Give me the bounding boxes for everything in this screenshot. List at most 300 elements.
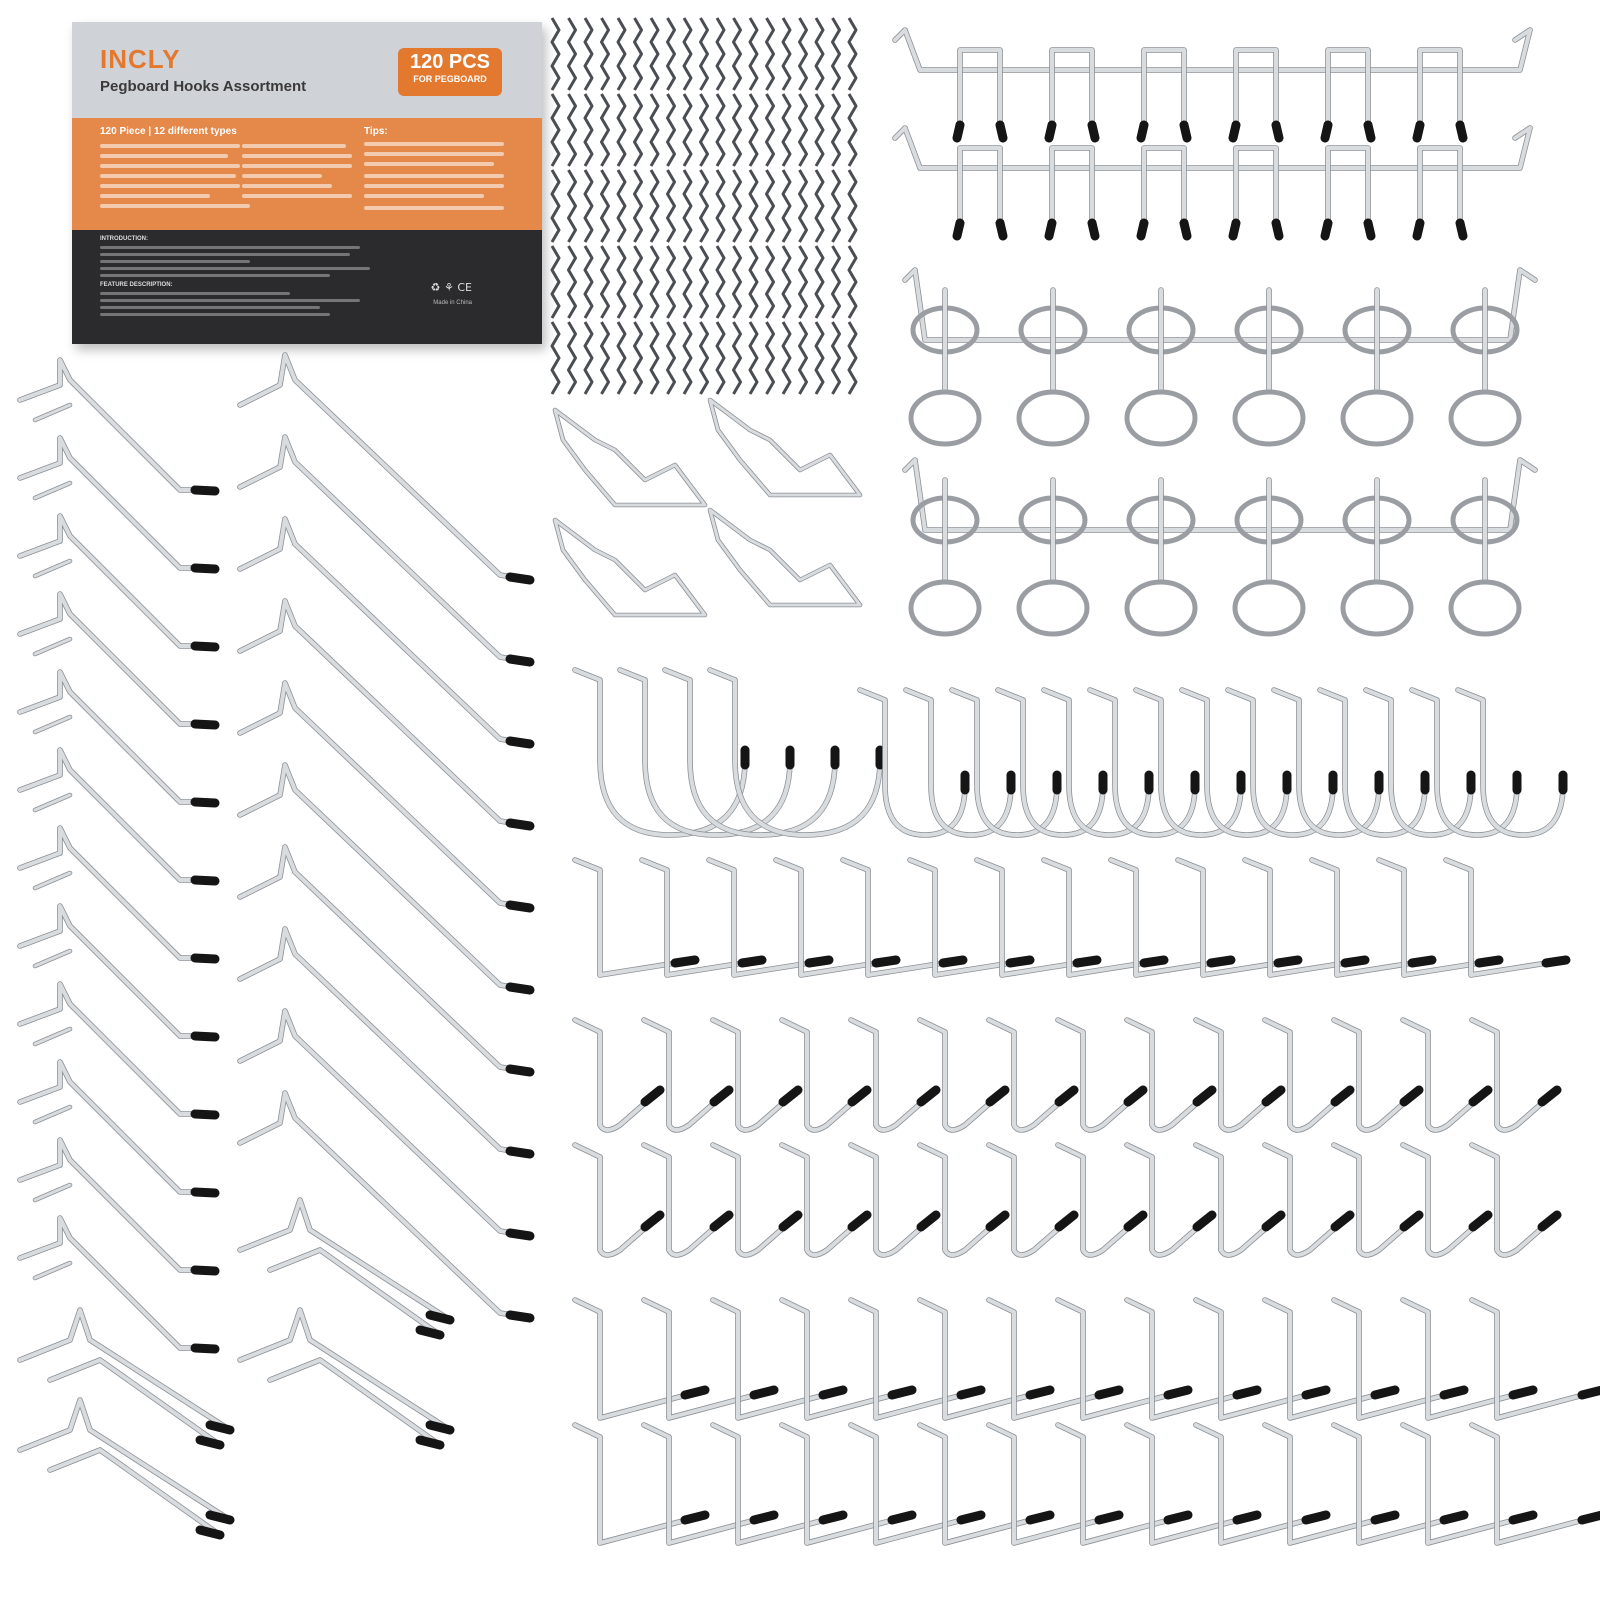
retention-clips-group <box>552 18 856 394</box>
double-hook <box>50 1450 220 1535</box>
double-hook <box>270 1360 440 1445</box>
long-straight-hook <box>35 483 70 498</box>
rubber-tip <box>195 1192 215 1193</box>
rubber-tip <box>1092 223 1095 236</box>
rubber-tip <box>1168 1390 1188 1395</box>
small-v-hook <box>920 1020 1005 1130</box>
retention-clip <box>800 170 807 242</box>
small-v-hook <box>1265 1145 1350 1255</box>
retention-clip <box>635 18 642 90</box>
rubber-tip <box>921 1215 936 1227</box>
rubber-tip <box>783 1215 798 1227</box>
rubber-tip <box>510 905 530 908</box>
retention-clip <box>552 18 559 90</box>
tool-rack-loop <box>1236 148 1276 228</box>
retention-clip <box>849 18 856 90</box>
large-retention-clips-group <box>555 400 860 615</box>
retention-clip <box>569 246 576 318</box>
rubber-tip <box>892 1390 912 1395</box>
retention-clip <box>833 170 840 242</box>
small-v-hook <box>1334 1145 1419 1255</box>
rubber-tip <box>430 1315 450 1320</box>
rubber-tip <box>809 960 829 963</box>
retention-clip <box>734 170 741 242</box>
tool-rack-loop <box>1420 148 1460 228</box>
tool-rack-loop <box>1144 50 1184 130</box>
small-v-hook <box>1127 1145 1212 1255</box>
feature-label: FEATURE DESCRIPTION: <box>100 282 173 288</box>
rubber-tip <box>1412 960 1432 963</box>
small-v-hook <box>989 1020 1074 1130</box>
retention-clip <box>618 94 625 166</box>
retention-clip <box>552 246 559 318</box>
rubber-tip <box>1368 125 1371 138</box>
ring-lower <box>911 392 979 444</box>
long-straight-hook <box>35 717 70 732</box>
rubber-tip <box>1000 223 1003 236</box>
retention-clip <box>618 170 625 242</box>
rubber-tip <box>1335 1090 1350 1102</box>
small-v-hook <box>989 1145 1074 1255</box>
retention-clip <box>684 94 691 166</box>
rubber-tip <box>1542 1215 1557 1227</box>
rubber-tip <box>876 960 896 963</box>
retention-clip <box>750 322 757 394</box>
rubber-tip <box>1030 1515 1050 1520</box>
retention-clip <box>651 94 658 166</box>
long-straight-hook <box>20 828 215 958</box>
rubber-tip <box>210 1425 230 1430</box>
retention-clip <box>717 94 724 166</box>
large-l-hook <box>1446 860 1566 975</box>
rubber-tip <box>1237 1390 1257 1395</box>
retention-clip <box>833 322 840 394</box>
small-v-hook <box>1472 1020 1557 1130</box>
small-v-hook <box>713 1145 798 1255</box>
long-straight-hook <box>20 1218 215 1348</box>
small-v-hook <box>575 1145 660 1255</box>
retention-clip <box>783 246 790 318</box>
retention-clip <box>602 18 609 90</box>
rubber-tip <box>1092 125 1095 138</box>
retention-clip <box>602 94 609 166</box>
large-l-hook <box>776 860 896 975</box>
small-v-hook <box>989 1145 1074 1255</box>
retention-clip <box>651 170 658 242</box>
angled-hooks-group <box>575 860 1600 1543</box>
retention-clip <box>734 18 741 90</box>
tool-rack-loop <box>960 148 1000 228</box>
retention-clip <box>783 322 790 394</box>
retention-clip <box>767 246 774 318</box>
small-v-hook <box>1127 1020 1212 1130</box>
retention-clip <box>701 18 708 90</box>
retention-clip <box>783 18 790 90</box>
small-v-hook <box>1403 1020 1488 1130</box>
small-v-hook <box>782 1020 867 1130</box>
large-l-hook <box>575 860 695 975</box>
rubber-tip <box>510 1069 530 1072</box>
small-v-hook <box>1196 1145 1281 1255</box>
retention-clip <box>618 18 625 90</box>
double-hook <box>240 1200 450 1320</box>
long-straight-hook <box>35 1107 70 1122</box>
retention-clip <box>750 94 757 166</box>
long-straight-hook <box>35 873 70 888</box>
large-l-hook <box>642 860 762 975</box>
retention-clip <box>569 170 576 242</box>
small-v-hook <box>644 1020 729 1130</box>
small-v-hook <box>644 1020 729 1130</box>
long-straight-hook <box>20 750 215 880</box>
rubber-tip <box>1141 223 1144 236</box>
small-v-hook <box>1196 1020 1281 1130</box>
rubber-tip <box>1444 1515 1464 1520</box>
retention-clip <box>767 322 774 394</box>
rubber-tip <box>957 125 960 138</box>
small-l-hook <box>575 1300 705 1418</box>
retention-clip <box>651 322 658 394</box>
rubber-tip <box>430 1425 450 1430</box>
count-badge-sub: FOR PEGBOARD <box>413 74 487 84</box>
tool-rack-loop <box>1236 50 1276 130</box>
rubber-tip <box>1306 1515 1326 1520</box>
rubber-tip <box>1197 1215 1212 1227</box>
large-l-hook <box>910 860 1030 975</box>
rubber-tip <box>823 1390 843 1395</box>
retention-clip <box>833 246 840 318</box>
rubber-tip <box>1375 1515 1395 1520</box>
retention-clip <box>750 18 757 90</box>
small-v-hook <box>1472 1020 1557 1130</box>
product-subtitle: Pegboard Hooks Assortment <box>100 78 307 95</box>
rubber-tip <box>195 1348 215 1349</box>
rubber-tip <box>754 1390 774 1395</box>
large-l-hook <box>1245 860 1365 975</box>
double-hook <box>20 1310 230 1430</box>
retention-clip <box>750 170 757 242</box>
ring-holder-bar <box>905 270 1535 340</box>
large-l-hook <box>709 860 829 975</box>
retention-clip <box>816 246 823 318</box>
rubber-tip <box>1010 960 1030 963</box>
retention-clip <box>602 170 609 242</box>
retention-clip <box>750 246 757 318</box>
retention-clip <box>635 170 642 242</box>
large-l-hook <box>642 860 762 975</box>
tool-rack-loop <box>1052 50 1092 130</box>
rubber-tip <box>1404 1215 1419 1227</box>
small-l-hook <box>575 1425 705 1543</box>
retention-clip <box>602 322 609 394</box>
rubber-tip <box>1211 960 1231 963</box>
retention-clip <box>701 94 708 166</box>
retention-clip <box>800 246 807 318</box>
rubber-tip <box>1278 960 1298 963</box>
ring-lower <box>911 582 979 634</box>
retention-clip <box>552 170 559 242</box>
retention-clip <box>585 246 592 318</box>
long-straight-hook <box>35 639 70 654</box>
small-v-hook <box>782 1145 867 1255</box>
rubber-tip <box>200 1440 220 1445</box>
large-l-hook <box>977 860 1097 975</box>
small-v-hook <box>1403 1145 1488 1255</box>
retention-clip <box>618 322 625 394</box>
rubber-tip <box>892 1515 912 1520</box>
rubber-tip <box>200 1530 220 1535</box>
ring-lower <box>1235 392 1303 444</box>
small-v-hook <box>1196 1020 1281 1130</box>
ring-lower <box>1451 392 1519 444</box>
rubber-tip <box>1325 125 1328 138</box>
retention-clip <box>717 246 724 318</box>
small-v-hook <box>1127 1145 1212 1255</box>
retention-clip <box>800 322 807 394</box>
small-l-hook <box>575 1300 705 1418</box>
retention-clip <box>849 94 856 166</box>
large-l-hook <box>1379 860 1499 975</box>
retention-clip <box>816 18 823 90</box>
rubber-tip <box>1473 1215 1488 1227</box>
ring-lower <box>1019 582 1087 634</box>
rubber-tip <box>1000 125 1003 138</box>
ring-holder-bar <box>905 460 1535 530</box>
large-l-hook <box>1111 860 1231 975</box>
curved-hooks-group <box>575 670 1563 835</box>
rubber-tip <box>685 1515 705 1520</box>
small-v-hook <box>1334 1145 1419 1255</box>
small-v-hook <box>851 1145 936 1255</box>
small-v-hook <box>851 1145 936 1255</box>
ring-holder-bar <box>905 270 1535 340</box>
long-straight-hook <box>20 1062 215 1192</box>
long-straight-hook <box>35 561 70 576</box>
retention-clip <box>717 18 724 90</box>
rubber-tip <box>1237 1515 1257 1520</box>
rubber-tip <box>1276 125 1279 138</box>
rubber-tip <box>1266 1215 1281 1227</box>
tips-label: Tips: <box>364 126 388 137</box>
retention-clip <box>701 170 708 242</box>
rubber-tip <box>1542 1090 1557 1102</box>
retention-clip <box>767 18 774 90</box>
ring-lower <box>1343 392 1411 444</box>
multi-tool-racks-group <box>895 30 1530 236</box>
retention-clip <box>552 322 559 394</box>
large-l-hook <box>910 860 1030 975</box>
rubber-tip <box>1479 960 1499 963</box>
long-straight-hook <box>35 1185 70 1200</box>
retention-clip <box>668 18 675 90</box>
small-v-hook <box>782 1145 867 1255</box>
rubber-tip <box>195 646 215 647</box>
tool-rack-loop <box>1328 148 1368 228</box>
small-v-hook <box>644 1145 729 1255</box>
rubber-tip <box>645 1215 660 1227</box>
rubber-tip <box>1049 223 1052 236</box>
retention-clip <box>668 94 675 166</box>
rubber-tip <box>1030 1390 1050 1395</box>
retention-clip <box>833 18 840 90</box>
rubber-tip <box>1473 1090 1488 1102</box>
retention-clip <box>734 322 741 394</box>
piece-summary: 120 Piece | 12 different types <box>100 126 237 137</box>
rubber-tip <box>1417 125 1420 138</box>
rubber-tip <box>943 960 963 963</box>
long-straight-hook <box>20 672 215 802</box>
small-v-hook <box>920 1145 1005 1255</box>
rubber-tip <box>420 1330 440 1335</box>
rubber-tip <box>961 1515 981 1520</box>
retention-clip <box>717 322 724 394</box>
retention-clip <box>800 18 807 90</box>
retention-clip <box>849 170 856 242</box>
small-v-hook <box>713 1020 798 1130</box>
double-hook <box>50 1360 220 1445</box>
retention-clip <box>684 322 691 394</box>
tool-rack-loop <box>1052 148 1092 228</box>
rubber-tip <box>852 1090 867 1102</box>
rubber-tip <box>1368 223 1371 236</box>
rubber-tip <box>510 577 530 580</box>
retention-clip <box>585 170 592 242</box>
retention-clip <box>618 246 625 318</box>
tool-rack-loop <box>1328 50 1368 130</box>
retention-clip <box>734 246 741 318</box>
small-v-hook <box>575 1020 660 1130</box>
long-straight-hook <box>20 594 215 724</box>
rubber-tip <box>990 1090 1005 1102</box>
tool-rack-loop <box>960 50 1000 130</box>
retention-clip <box>816 322 823 394</box>
small-v-hook <box>920 1020 1005 1130</box>
rubber-tip <box>1168 1515 1188 1520</box>
rubber-tip <box>1460 223 1463 236</box>
ring-lower <box>1451 582 1519 634</box>
retention-clip <box>585 322 592 394</box>
rubber-tip <box>1099 1515 1119 1520</box>
retention-clip <box>701 246 708 318</box>
rubber-tip <box>685 1390 705 1395</box>
retention-clip <box>816 94 823 166</box>
rubber-tip <box>195 802 215 803</box>
rubber-tip <box>510 741 530 744</box>
large-l-hook <box>1379 860 1499 975</box>
made-in-label: Made in China <box>433 300 472 306</box>
large-curved-hook <box>710 670 880 835</box>
rubber-tip <box>195 1036 215 1037</box>
small-v-hook <box>1058 1020 1143 1130</box>
retention-clip <box>800 94 807 166</box>
retention-clip <box>849 246 856 318</box>
ring-lower <box>1343 582 1411 634</box>
large-l-hook <box>843 860 963 975</box>
retention-clip <box>767 170 774 242</box>
rubber-tip <box>510 823 530 826</box>
rubber-tip <box>1513 1390 1533 1395</box>
rubber-tip <box>1233 125 1236 138</box>
tool-rack-loop <box>1144 148 1184 228</box>
small-v-hook <box>575 1145 660 1255</box>
large-l-hook <box>843 860 963 975</box>
retention-clip <box>734 94 741 166</box>
small-v-hook <box>1265 1145 1350 1255</box>
retention-clip <box>849 322 856 394</box>
rubber-tip <box>714 1215 729 1227</box>
large-l-hook <box>776 860 896 975</box>
rubber-tip <box>823 1515 843 1520</box>
rubber-tip <box>1184 125 1187 138</box>
long-straight-hook <box>20 984 215 1114</box>
rubber-tip <box>1335 1215 1350 1227</box>
large-l-hook <box>1312 860 1432 975</box>
small-v-hook <box>920 1145 1005 1255</box>
rubber-tip <box>1197 1090 1212 1102</box>
rubber-tip <box>195 1270 215 1271</box>
small-v-hook <box>644 1145 729 1255</box>
retention-clip <box>816 170 823 242</box>
retention-clip <box>635 322 642 394</box>
long-straight-hook <box>20 360 215 490</box>
long-straight-hook <box>20 438 215 568</box>
large-l-hook <box>1312 860 1432 975</box>
tool-rack-loop <box>1144 50 1184 130</box>
retention-clip <box>668 322 675 394</box>
retention-clip <box>552 94 559 166</box>
retention-clip <box>701 322 708 394</box>
rubber-tip <box>510 659 530 662</box>
small-v-hook <box>1058 1020 1143 1130</box>
rubber-tip <box>510 1315 530 1318</box>
large-l-hook <box>1178 860 1298 975</box>
rubber-tip <box>1582 1515 1600 1520</box>
retention-clip <box>717 170 724 242</box>
small-v-hook <box>1127 1020 1212 1130</box>
ring-holder-bar <box>905 460 1535 530</box>
large-l-hook <box>575 860 695 975</box>
long-straight-hook <box>20 516 215 646</box>
large-l-hook <box>977 860 1097 975</box>
tool-rack-loop <box>1144 148 1184 228</box>
small-v-hook <box>1265 1020 1350 1130</box>
small-v-hook <box>575 1020 660 1130</box>
rubber-tip <box>510 987 530 990</box>
rubber-tip <box>1049 125 1052 138</box>
small-v-hook <box>1472 1145 1557 1255</box>
retention-clip <box>651 246 658 318</box>
rubber-tip <box>195 490 215 491</box>
large-l-hook <box>1111 860 1231 975</box>
retention-clip <box>684 18 691 90</box>
rubber-tip <box>195 958 215 959</box>
rubber-tip <box>1233 223 1236 236</box>
rubber-tip <box>1059 1090 1074 1102</box>
retention-clip <box>684 246 691 318</box>
long-straight-hook <box>20 1140 215 1270</box>
tool-rack-loop <box>960 148 1000 228</box>
rubber-tip <box>1128 1090 1143 1102</box>
rubber-tip <box>1276 223 1279 236</box>
rubber-tip <box>1345 960 1365 963</box>
rubber-tip <box>1444 1390 1464 1395</box>
rubber-tip <box>195 568 215 569</box>
tool-rack-loop <box>1052 148 1092 228</box>
small-v-hook <box>989 1020 1074 1130</box>
small-v-hook <box>782 1020 867 1130</box>
small-v-hook <box>1058 1145 1143 1255</box>
rubber-tip <box>742 960 762 963</box>
